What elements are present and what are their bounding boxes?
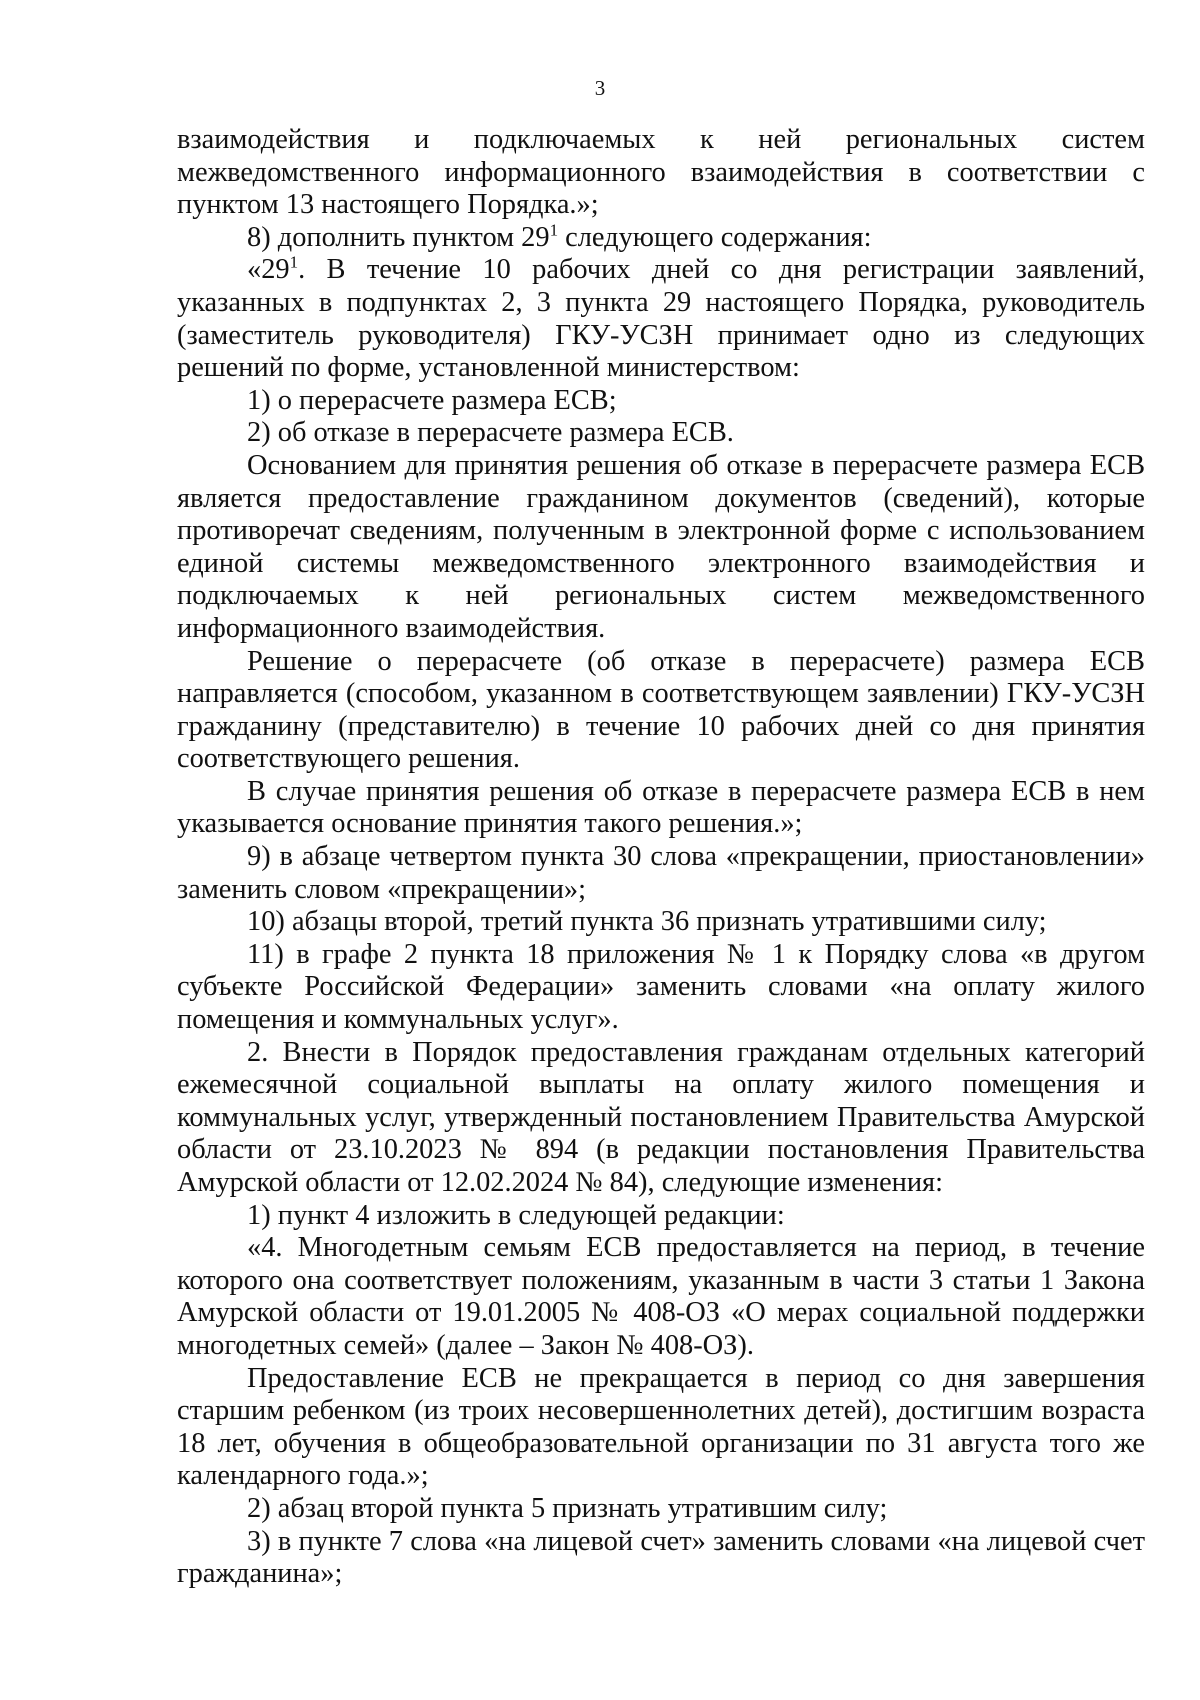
paragraph: 2. Внести в Порядок предоставления гражданам отдельных категорий ежемесячной социальной выплаты на оплату жилого помещения и коммунальных услуг, утвержденный постановлением Правительства Амурской области от 23.10.2023 № 894 (в редакции постановления Правительства Амурской области от 12.02.2024 № 84), следующие изменения: [177,1036,1145,1198]
paragraph-text: «29 [247,254,290,286]
paragraph-text: следующего содержания: [558,221,872,253]
paragraph: 11) в графе 2 пункта 18 приложения № 1 к Порядку слова «в другом субъекте Российской Федерации» заменить словами «на оплату жилого помещения и коммунальных услуг». [177,938,1145,1036]
paragraph: 10) абзацы второй, третий пункта 36 признать утратившими силу; [247,906,1047,938]
paragraph: 9) в абзаце четвертом пункта 30 слова «прекращении, приостановлении» заменить словом «прекращении»; [177,841,1145,905]
paragraph: Предоставление ЕСВ не прекращается в период со дня завершения старшим ребенком (из троих несовершеннолетних детей), достигшим возраста 18 лет, обучения в общеобразовательной организации по 31 августа того же календарного года.»; [177,1362,1145,1492]
paragraph: 1) о перерасчете размера ЕСВ; [247,384,617,416]
page-number: 3 [594,76,606,100]
paragraph: «4. Многодетным семьям ЕСВ предоставляется на период, в течение которого она соответствует положениям, указанным в части 3 статьи 1 Закона Амурской области от 19.01.2005 № 408-ОЗ «О мерах социальной поддержки многодетных семей» (далее – Закон № 408-ОЗ). [177,1232,1145,1361]
paragraph: 2) об отказе в перерасчете размера ЕСВ. [247,417,734,449]
paragraph: 2) абзац второй пункта 5 признать утратившим силу; [247,1492,888,1524]
paragraph-text: . В течение 10 рабочих дней со дня регистрации заявлений, указанных в подпунктах 2, 3 пункта 29 настоящего Порядка, руководитель (заместитель руководителя) ГКУ-УСЗН принимает одно из следующих решений по форме, установленной министерством: [177,254,1145,384]
document-body [177,124,1145,1591]
paragraph: Решение о перерасчете (об отказе в перерасчете) размера ЕСВ направляется (способом, указанном в соответствующем заявлении) ГКУ-УСЗН гражданину (представителю) в течение 10 рабочих дней со дня принятия соответствующего решения. [177,645,1145,775]
paragraph: 1) пункт 4 изложить в следующей редакции: [247,1199,785,1231]
paragraph: взаимодействия и подключаемых к ней региональных систем межведомственного информационного взаимодействия в соответствии с пунктом 13 настоящего Порядка.»; [177,124,1145,221]
paragraph: Основанием для принятия решения об отказе в перерасчете размера ЕСВ является предоставление гражданином документов (сведений), которые противоречат сведениям, полученным в электронной форме с использованием единой системы межведомственного электронного взаимодействия и подключаемых к ней региональных систем межведомственного информационного взаимодействия. [177,449,1145,644]
paragraph: 3) в пункте 7 слова «на лицевой счет» заменить словами «на лицевой счет гражданина»; [177,1525,1145,1590]
paragraph-text: 8) дополнить пунктом 29 [247,221,550,253]
paragraph [177,222,1145,255]
paragraph: В случае принятия решения об отказе в перерасчете размера ЕСВ в нем указывается основание принятия такого решения.»; [177,775,1145,840]
superscript: 1 [549,220,559,240]
superscript: 1 [289,252,299,272]
paragraph [177,254,1145,384]
